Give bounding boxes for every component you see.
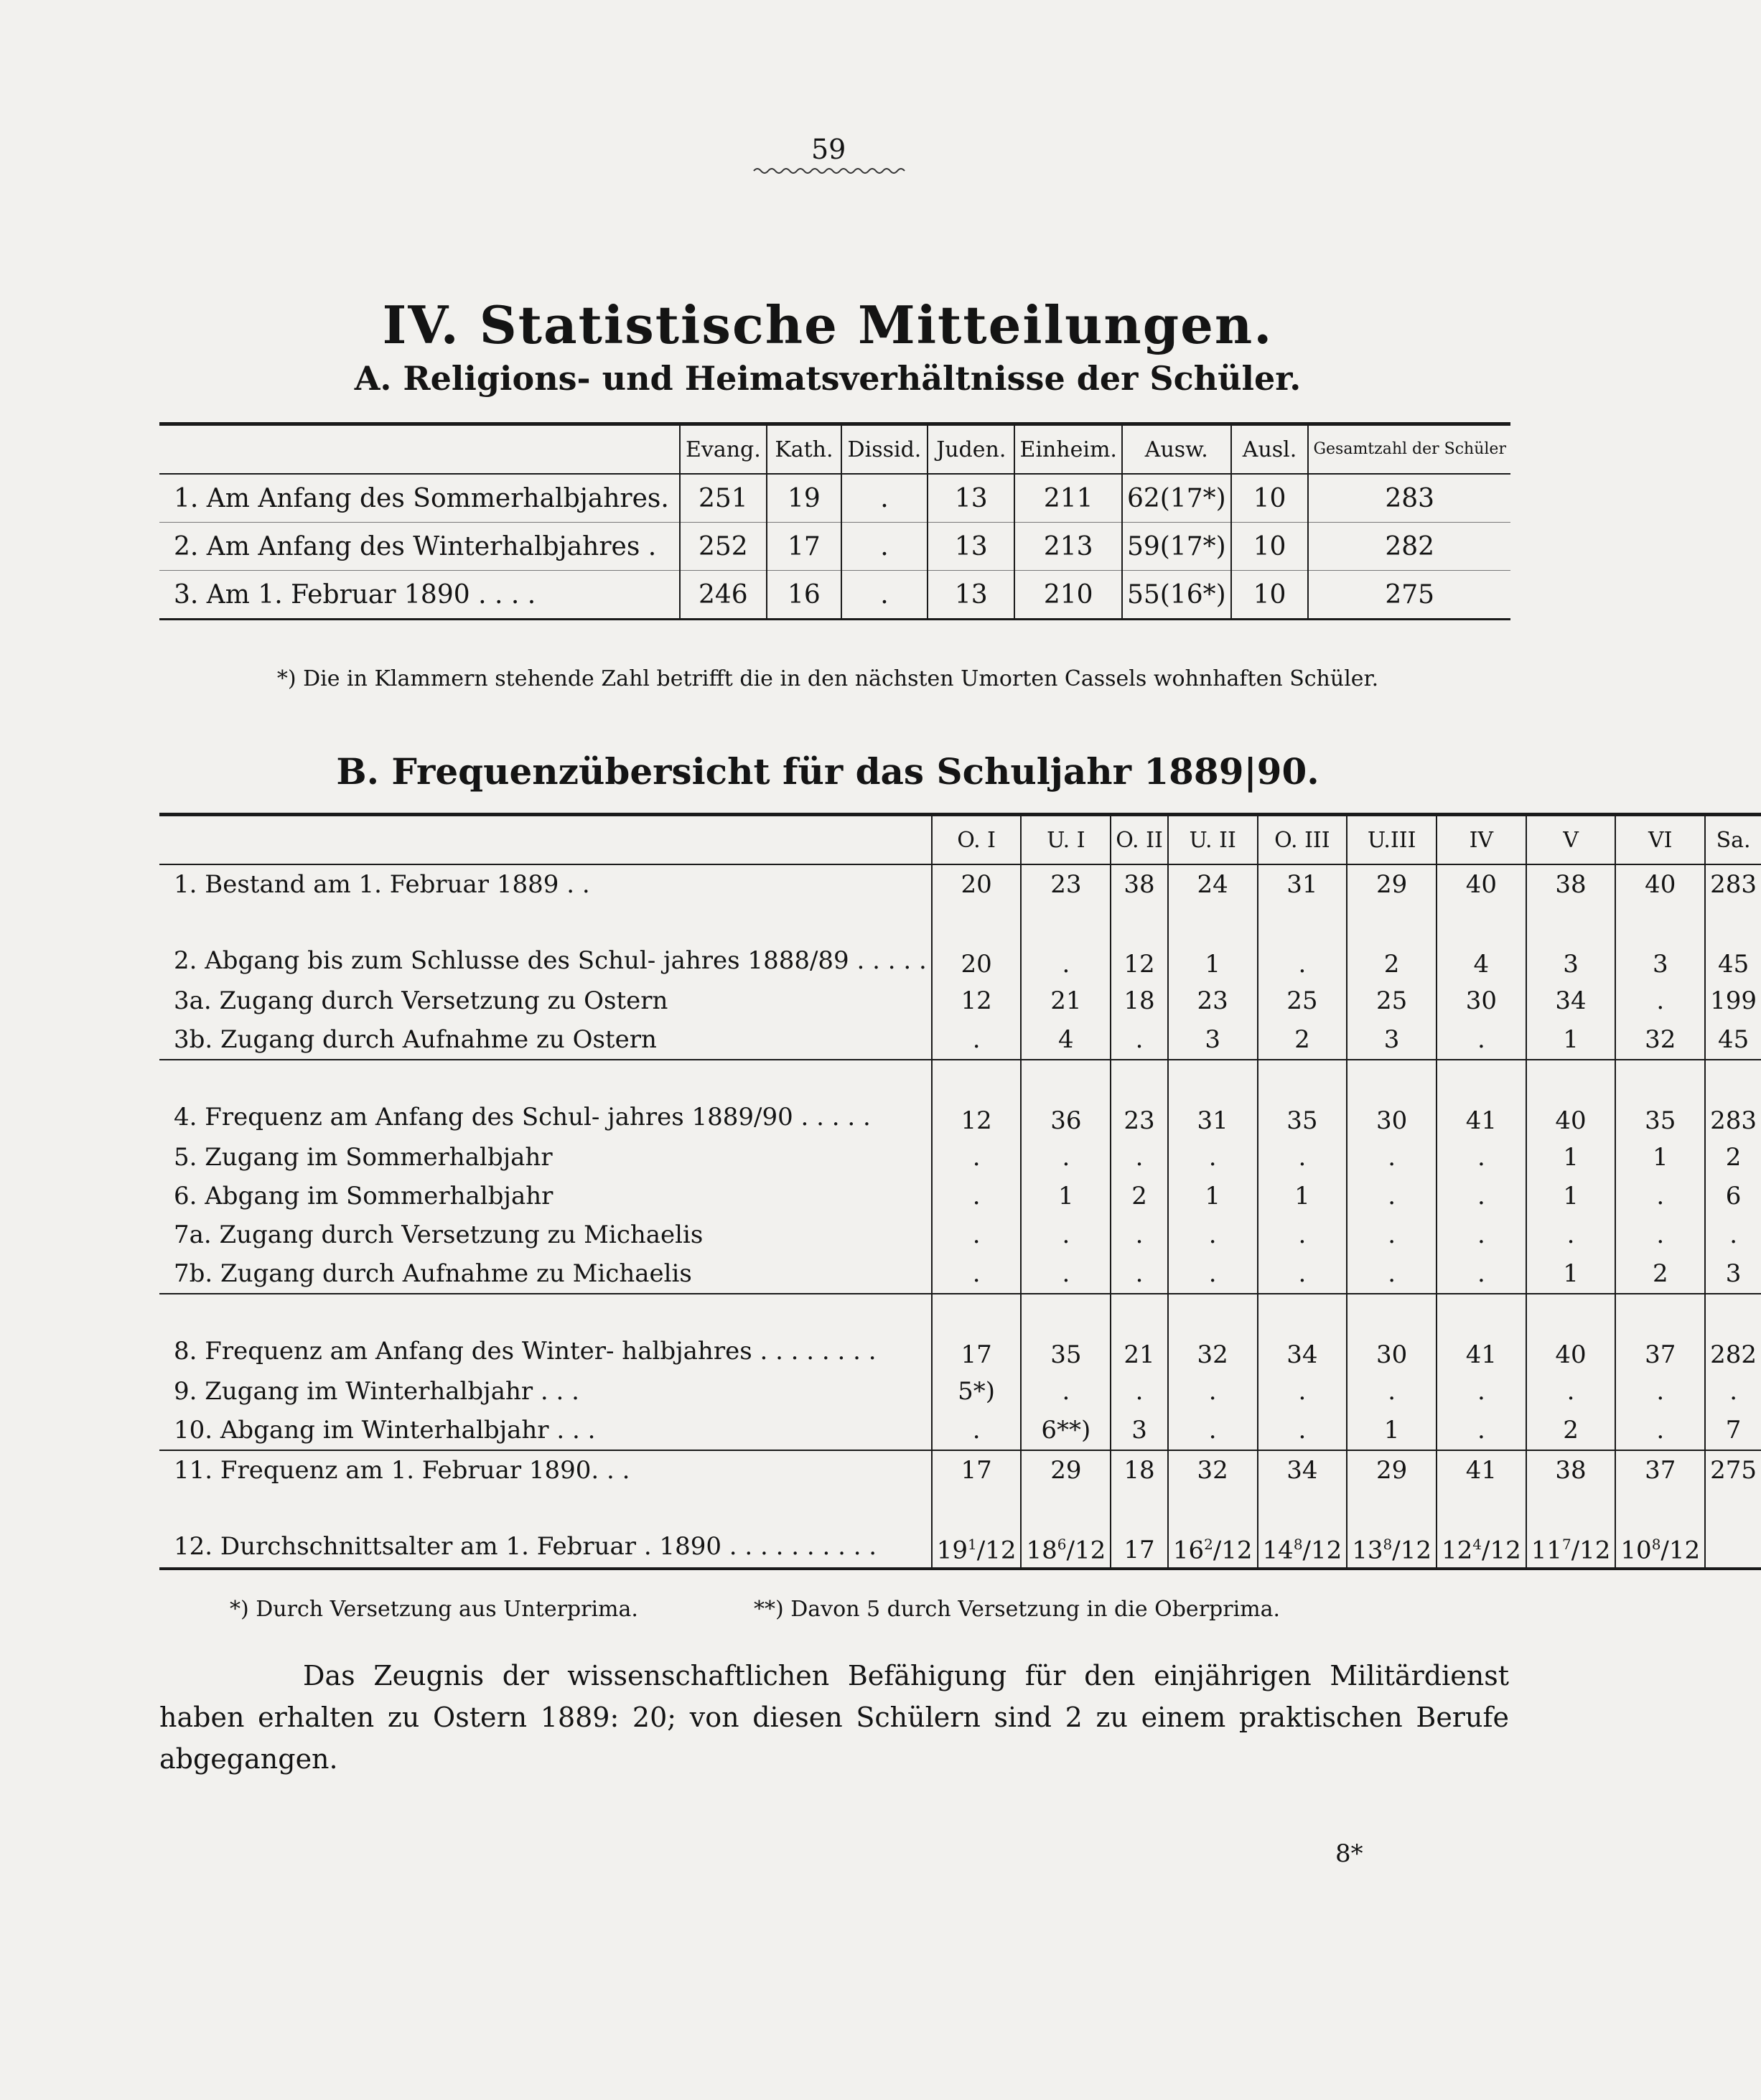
cell: . [932, 1254, 1022, 1294]
cell: . [1168, 1138, 1258, 1177]
cell: . [1705, 1215, 1761, 1254]
cell: 23 [1021, 864, 1111, 904]
cell: . [932, 1177, 1022, 1215]
cell: . [1437, 1411, 1526, 1450]
cell: . [1021, 1254, 1111, 1294]
cell: . [1615, 1177, 1705, 1215]
cell: 25 [1258, 981, 1347, 1020]
cell: . [1615, 1215, 1705, 1254]
cell: 282 [1705, 1294, 1761, 1372]
cell: 40 [1615, 864, 1705, 904]
cell: 1 [1258, 1177, 1347, 1215]
footnote-a: *) Die in Klammern stehende Zahl betrifft die in den nächsten Umorten Cassels wohnhaften Schüler. [276, 666, 1379, 691]
religion-table [159, 422, 1510, 620]
table-row [159, 474, 1510, 523]
cell: 251 [680, 474, 767, 523]
cell: 1 [1526, 1020, 1616, 1060]
table-row [159, 1490, 1761, 1569]
cell: 29 [1021, 1450, 1111, 1490]
cell: 7 [1705, 1411, 1761, 1450]
column-header: Einheim. [1014, 424, 1121, 475]
row-label: 4. Frequenz am Anfang des Schul- jahres 1889/90 . . . . . [159, 1060, 932, 1138]
footnote-b-left: *) Durch Versetzung aus Unterprima. [230, 1597, 638, 1622]
cell: 18 [1111, 1450, 1168, 1490]
cell: 2 [1347, 904, 1437, 981]
cell: 1 [1526, 1177, 1616, 1215]
cell: 12 [932, 981, 1022, 1020]
cell: $18^6/12$ [1021, 1490, 1111, 1569]
cell: 3 [1705, 1254, 1761, 1294]
cell: . [841, 523, 928, 571]
cell: 17 [1111, 1490, 1168, 1569]
cell: 23 [1168, 981, 1258, 1020]
table-row [159, 1372, 1761, 1411]
column-header: Ausw. [1122, 424, 1231, 475]
cell: 275 [1705, 1450, 1761, 1490]
table-row [159, 571, 1510, 620]
cell: 4 [1437, 904, 1526, 981]
cell: 275 [1308, 571, 1510, 620]
section-a-title: A. Religions- und Heimatsverhältnisse der Schüler. [354, 359, 1302, 398]
cell: . [1347, 1177, 1437, 1215]
table-header-row [159, 424, 1510, 475]
cell: 16 [767, 571, 841, 620]
cell: . [841, 571, 928, 620]
cell: 36 [1021, 1060, 1111, 1138]
cell: 31 [1168, 1060, 1258, 1138]
table-row [159, 523, 1510, 571]
column-header: Dissid. [841, 424, 928, 475]
cell: $10^8/12$ [1615, 1490, 1705, 1569]
cell: . [1111, 1254, 1168, 1294]
cell: . [1615, 981, 1705, 1020]
table-row [159, 1411, 1761, 1450]
row-label: 7b. Zugang durch Aufnahme zu Michaelis [174, 1259, 692, 1288]
cell: 31 [1258, 864, 1347, 904]
row-label: 8. Frequenz am Anfang des Winter- halbjahres . . . . . . . . [159, 1294, 932, 1372]
cell: . [1021, 1138, 1111, 1177]
cell: 41 [1437, 1060, 1526, 1138]
cell: 20 [932, 864, 1022, 904]
column-header: Kath. [767, 424, 841, 475]
footnote-b-right: **) Davon 5 durch Versetzung in die Oberprima. [754, 1597, 1281, 1622]
cell: 213 [1014, 523, 1121, 571]
cell: 59(17*) [1122, 523, 1231, 571]
row-label: 9. Zugang im Winterhalbjahr . . . [174, 1377, 579, 1406]
cell: 282 [1308, 523, 1510, 571]
cell: $13^8/12$ [1347, 1490, 1437, 1569]
table-row [159, 1450, 1761, 1490]
cell: $12^4/12$ [1437, 1490, 1526, 1569]
cell: 17 [932, 1294, 1022, 1372]
cell: 41 [1437, 1294, 1526, 1372]
cell: 3 [1168, 1020, 1258, 1060]
cell: . [1111, 1138, 1168, 1177]
cell: 3 [1347, 1020, 1437, 1060]
ornament-rule [754, 167, 905, 175]
cell: . [932, 1138, 1022, 1177]
cell: 13 [928, 571, 1014, 620]
cell: . [1526, 1215, 1616, 1254]
cell: $14^8/12$ [1258, 1490, 1347, 1569]
cell: 1 [1615, 1138, 1705, 1177]
cell: 6 [1705, 1177, 1761, 1215]
cell: 25 [1347, 981, 1437, 1020]
cell: 55(16*) [1122, 571, 1231, 620]
page-title: IV. Statistische Mitteilungen. [382, 294, 1274, 355]
cell: . [1258, 1254, 1347, 1294]
cell: 3 [1111, 1411, 1168, 1450]
cell: . [932, 1411, 1022, 1450]
cell: 3 [1526, 904, 1616, 981]
page-number: 59 [811, 134, 846, 165]
cell: 35 [1615, 1060, 1705, 1138]
frequency-table-body [159, 864, 1761, 1569]
cell: $19^1/12$ [932, 1490, 1022, 1569]
cell: . [1705, 1372, 1761, 1411]
cell: 17 [767, 523, 841, 571]
cell: 23 [1111, 1060, 1168, 1138]
cell: 21 [1111, 1294, 1168, 1372]
cell: . [1168, 1254, 1258, 1294]
column-header: U. I [1021, 815, 1111, 865]
column-header: Sa. [1705, 815, 1761, 865]
cell: 45 [1705, 904, 1761, 981]
cell: . [1347, 1254, 1437, 1294]
cell: . [1168, 1215, 1258, 1254]
cell: 2 [1111, 1177, 1168, 1215]
cell: . [1258, 1372, 1347, 1411]
cell: 10 [1231, 523, 1309, 571]
cell: 35 [1021, 1294, 1111, 1372]
cell: 32 [1168, 1450, 1258, 1490]
cell: . [1437, 1372, 1526, 1411]
cell: 62(17*) [1122, 474, 1231, 523]
cell: 211 [1014, 474, 1121, 523]
cell: 21 [1021, 981, 1111, 1020]
signature-mark: 8* [1335, 1839, 1363, 1868]
cell: . [932, 1215, 1022, 1254]
row-label: 1. Bestand am 1. Februar 1889 . . [174, 870, 590, 899]
column-header: O. I [932, 815, 1022, 865]
cell: 199 [1705, 981, 1761, 1020]
cell [1705, 1490, 1761, 1569]
table-row [159, 1294, 1761, 1372]
cell: 1 [1347, 1411, 1437, 1450]
cell: 13 [928, 474, 1014, 523]
cell: . [1258, 1138, 1347, 1177]
cell: 30 [1347, 1294, 1437, 1372]
cell: 32 [1168, 1294, 1258, 1372]
table-row [159, 1138, 1761, 1177]
cell: 38 [1111, 864, 1168, 904]
cell: 3 [1615, 904, 1705, 981]
cell: . [841, 474, 928, 523]
cell: 40 [1526, 1060, 1616, 1138]
cell: 283 [1705, 1060, 1761, 1138]
cell: 34 [1258, 1450, 1347, 1490]
column-header: U.III [1347, 815, 1437, 865]
cell: 30 [1437, 981, 1526, 1020]
table-row [159, 1177, 1761, 1215]
table-row [159, 1020, 1761, 1060]
cell: 1 [1168, 1177, 1258, 1215]
cell: 12 [1111, 904, 1168, 981]
cell: 34 [1526, 981, 1616, 1020]
cell: 1 [1168, 904, 1258, 981]
cell: 20 [932, 904, 1022, 981]
row-label: 3a. Zugang durch Versetzung zu Ostern [174, 986, 668, 1015]
cell: . [1111, 1215, 1168, 1254]
row-label: 7a. Zugang durch Versetzung zu Michaelis [174, 1221, 704, 1249]
cell: . [1258, 904, 1347, 981]
cell: 12 [932, 1060, 1022, 1138]
cell: 2 [1258, 1020, 1347, 1060]
cell: 38 [1526, 1450, 1616, 1490]
column-header: V [1526, 815, 1616, 865]
cell: 2 [1615, 1254, 1705, 1294]
cell: 1 [1526, 1138, 1616, 1177]
cell: 5*) [932, 1372, 1022, 1411]
row-label: 6. Abgang im Sommerhalbjahr [174, 1182, 553, 1210]
cell: . [1437, 1020, 1526, 1060]
cell: . [1615, 1411, 1705, 1450]
column-header: Evang. [680, 424, 767, 475]
cell: . [1437, 1177, 1526, 1215]
row-label: 2. Am Anfang des Winterhalbjahres . [174, 531, 657, 561]
row-label: 3. Am 1. Februar 1890 . . . . [174, 579, 536, 610]
row-label: 11. Frequenz am 1. Februar 1890. . . [159, 1450, 932, 1490]
cell: 41 [1437, 1450, 1526, 1490]
column-header: VI [1615, 815, 1705, 865]
cell: 29 [1347, 864, 1437, 904]
cell: . [1168, 1372, 1258, 1411]
cell: . [1437, 1254, 1526, 1294]
cell: . [1021, 1215, 1111, 1254]
cell: . [1347, 1138, 1437, 1177]
frequency-table [159, 813, 1761, 1570]
table-row [159, 1215, 1761, 1254]
cell: 13 [928, 523, 1014, 571]
cell: 1 [1021, 1177, 1111, 1215]
column-header: O. II [1111, 815, 1168, 865]
row-label: 10. Abgang im Winterhalbjahr . . . [174, 1416, 596, 1445]
cell: 35 [1258, 1060, 1347, 1138]
cell: . [1526, 1372, 1616, 1411]
cell: 19 [767, 474, 841, 523]
cell: . [1168, 1411, 1258, 1450]
row-label: 1. Am Anfang des Sommerhalbjahres. [174, 483, 669, 513]
table-row [159, 904, 1761, 981]
cell: $11^7/12$ [1526, 1490, 1616, 1569]
column-header: Ausl. [1231, 424, 1309, 475]
cell: . [1258, 1215, 1347, 1254]
cell: . [1021, 1372, 1111, 1411]
cell: 17 [932, 1450, 1022, 1490]
column-header: Gesamtzahl der Schüler [1308, 424, 1510, 475]
cell: 283 [1705, 864, 1761, 904]
cell: $16^2/12$ [1168, 1490, 1258, 1569]
cell: 10 [1231, 474, 1309, 523]
row-label: 5. Zugang im Sommerhalbjahr [174, 1143, 553, 1172]
cell: 40 [1526, 1294, 1616, 1372]
cell: 6**) [1021, 1411, 1111, 1450]
cell: 4 [1021, 1020, 1111, 1060]
cell: . [1021, 904, 1111, 981]
column-header: IV [1437, 815, 1526, 865]
cell: . [1258, 1411, 1347, 1450]
cell: 32 [1615, 1020, 1705, 1060]
column-header: Juden. [928, 424, 1014, 475]
column-header: O. III [1258, 815, 1347, 865]
cell: 2 [1705, 1138, 1761, 1177]
row-label: 12. Durchschnittsalter am 1. Februar . 1890 . . . . . . . . . . [174, 1532, 877, 1561]
header-label-blank [159, 424, 680, 475]
cell: 18 [1111, 981, 1168, 1020]
table-row [159, 1060, 1761, 1138]
cell: 252 [680, 523, 767, 571]
cell: 210 [1014, 571, 1121, 620]
table-row [159, 981, 1761, 1020]
cell: 24 [1168, 864, 1258, 904]
cell: 283 [1308, 474, 1510, 523]
row-label: 2. Abgang bis zum Schlusse des Schul- jahres 1888/89 . . . . . [174, 946, 927, 975]
cell: . [1111, 1372, 1168, 1411]
header-label-blank [159, 815, 932, 865]
cell: . [932, 1020, 1022, 1060]
cell: 30 [1347, 1060, 1437, 1138]
cell: 37 [1615, 1450, 1705, 1490]
table-header-row [159, 815, 1761, 865]
cell: 45 [1705, 1020, 1761, 1060]
cell: . [1347, 1215, 1437, 1254]
table-row [159, 864, 1761, 904]
cell: 246 [680, 571, 767, 620]
cell: . [1437, 1138, 1526, 1177]
table-row [159, 1254, 1761, 1294]
column-header: U. II [1168, 815, 1258, 865]
cell: . [1347, 1372, 1437, 1411]
military-certificate-paragraph: Das Zeugnis der wissenschaftlichen Befähigung für den einjährigen Militärdienst haben erhalten zu Ostern 1889: 20; von diesen Schülern sind 2 zu einem praktischen Berufe abgegangen. [159, 1660, 1509, 1775]
cell: 2 [1526, 1411, 1616, 1450]
cell: . [1111, 1020, 1168, 1060]
cell: 37 [1615, 1294, 1705, 1372]
cell: 29 [1347, 1450, 1437, 1490]
section-b-title: B. Frequenzübersicht für das Schuljahr 1889|90. [336, 750, 1319, 793]
cell: 38 [1526, 864, 1616, 904]
cell: . [1437, 1215, 1526, 1254]
cell: 34 [1258, 1294, 1347, 1372]
cell: 40 [1437, 864, 1526, 904]
cell: 10 [1231, 571, 1309, 620]
row-label: 3b. Zugang durch Aufnahme zu Ostern [174, 1025, 657, 1054]
cell: 1 [1526, 1254, 1616, 1294]
cell: . [1615, 1372, 1705, 1411]
